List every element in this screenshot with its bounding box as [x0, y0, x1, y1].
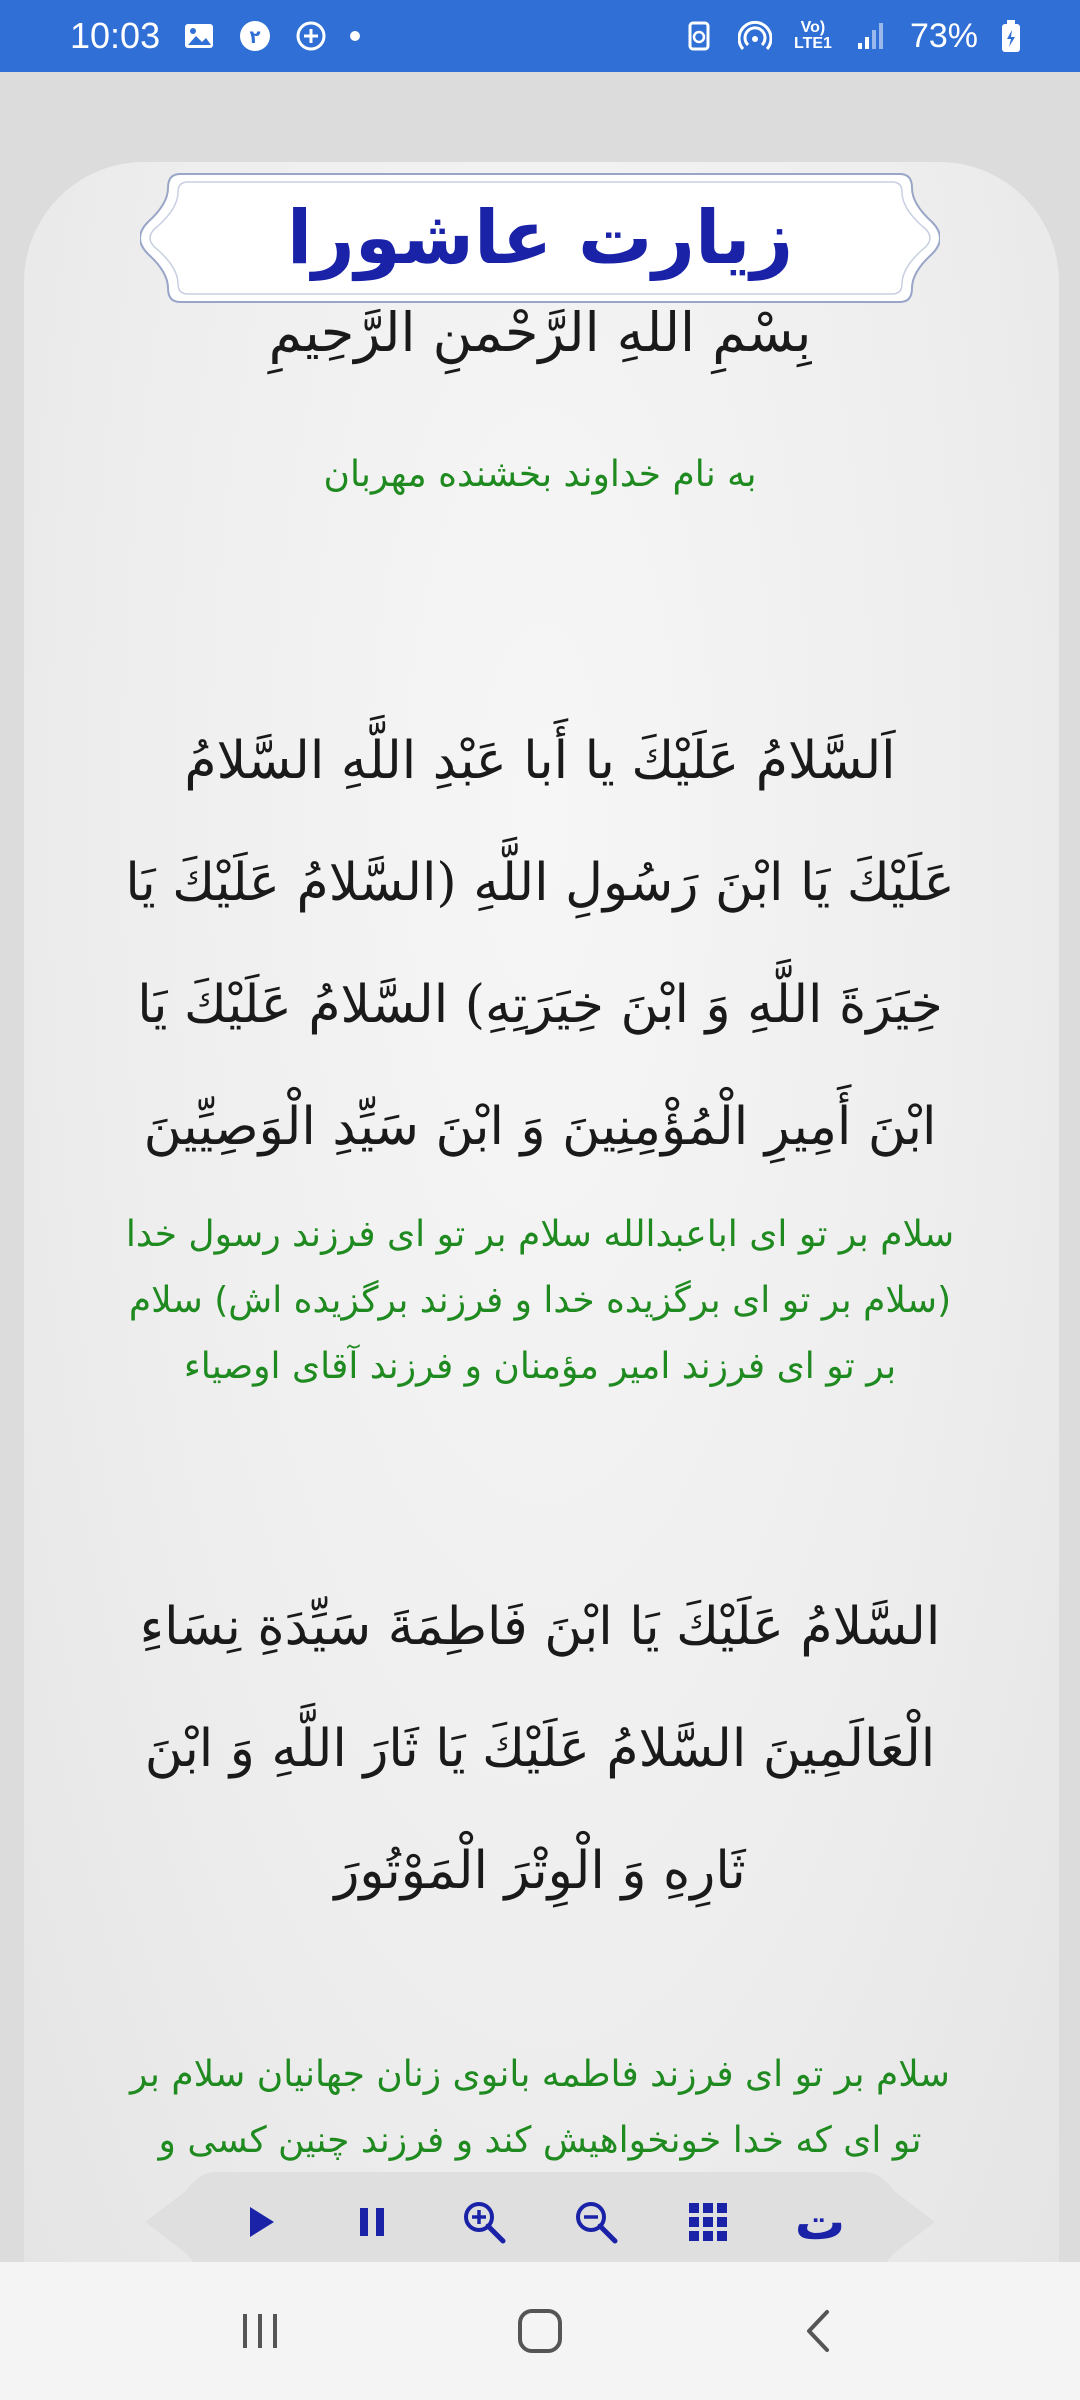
translate-toggle-button[interactable]	[790, 2192, 850, 2252]
recent-apps-button[interactable]	[215, 2286, 305, 2376]
arabic-line: ابْنَ أَمِيرِ الْمُؤْمِنِينَ وَ ابْنَ سَيِّدِ الْوَصِيِّينَ	[143, 1097, 937, 1157]
content-area	[0, 72, 1080, 2262]
persian-line: سلام بر تو ای فرزند فاطمه بانوی زنان جهانیان سلام بر	[130, 2054, 950, 2095]
pause-icon	[352, 2202, 392, 2242]
persian-line: تو ای که خدا خونخواهیش کند و فرزند چنین کسی و	[158, 2120, 922, 2161]
page-title: زيارت عاشورا	[286, 195, 794, 281]
volte-bottom: LTE1	[794, 35, 832, 52]
svg-text:٢: ٢	[249, 27, 261, 48]
arabic-line: خِيَرَةَ اللَّهِ وَ ابْنَ خِيَرَتِهِ) السَّلامُ عَلَيْكَ يَا	[137, 975, 943, 1035]
navigation-bar	[0, 2262, 1080, 2400]
home-icon	[515, 2306, 565, 2356]
battery-icon	[1000, 19, 1034, 53]
zoom-in-icon	[461, 2199, 507, 2245]
play-icon	[240, 2202, 280, 2242]
back-icon	[795, 2306, 845, 2356]
battery-percent: 73%	[909, 16, 978, 55]
arabic-line: اَلسَّلامُ عَلَيْكَ يا أَبا عَبْدِ اللَّهِ السَّلامُ	[184, 731, 896, 791]
translate-icon: ت	[794, 2193, 846, 2251]
pause-button[interactable]	[342, 2192, 402, 2252]
back-button[interactable]	[775, 2286, 865, 2376]
persian-line: (سلام بر تو ای برگزیده خدا و فرزند برگزیده اش) سلام	[128, 1280, 952, 1321]
paragraph1-persian	[70, 1202, 1010, 1400]
persian-line: سلام بر تو ای اباعبدالله سلام بر تو ای فرزند رسول خدا	[125, 1214, 955, 1255]
signal-icon	[854, 19, 888, 53]
playback-controls	[145, 2172, 935, 2272]
persian-line: بر تو ای فرزند امیر مؤمنان و فرزند آقای اوصیاء	[183, 1346, 897, 1387]
zoom-in-button[interactable]	[454, 2192, 514, 2252]
control-row	[230, 2172, 850, 2272]
grid-icon	[687, 2201, 729, 2243]
bismillah: بِسْمِ اللهِ الرَّحْمنِ الرَّحِيمِ	[268, 301, 812, 364]
paragraph2-arabic	[70, 1566, 1010, 1932]
recycle-icon	[682, 19, 716, 53]
grid-menu-button[interactable]	[678, 2192, 738, 2252]
paragraph1-arabic	[70, 700, 1010, 1188]
recent-apps-icon	[235, 2306, 285, 2356]
add-circle-icon	[294, 19, 328, 53]
play-button[interactable]	[230, 2192, 290, 2252]
bismillah-translation: به نام خداوند بخشنده مهربان	[323, 454, 757, 495]
status-left	[70, 15, 360, 57]
status-time: 10:03	[70, 15, 161, 56]
zoom-out-icon	[573, 2199, 619, 2245]
arabic-line: السَّلامُ عَلَيْكَ يَا ابْنَ فَاطِمَةَ سَيِّدَةِ نِسَاءِ	[139, 1597, 941, 1657]
zoom-out-button[interactable]	[566, 2192, 626, 2252]
volte-icon	[794, 20, 832, 52]
arabic-line: عَلَيْكَ يَا ابْنَ رَسُولِ اللَّهِ (السَّلامُ عَلَيْكَ يَا	[125, 853, 955, 913]
status-right	[682, 17, 1034, 56]
arabic-line: الْعَالَمِينَ السَّلامُ عَلَيْكَ يَا ثَارَ اللَّهِ وَ ابْنَ	[144, 1719, 936, 1779]
paragraph2-persian	[70, 2042, 1010, 2174]
status-bar	[0, 0, 1080, 72]
volte-top: Vo)	[800, 19, 826, 36]
arabic-line: ثَارِهِ وَ الْوِتْرَ الْمَوْتُورَ	[334, 1841, 746, 1901]
dot-icon	[350, 31, 360, 41]
hotspot-icon	[738, 19, 772, 53]
notification-badge-icon	[238, 19, 272, 53]
home-button[interactable]	[495, 2286, 585, 2376]
gallery-icon	[182, 19, 216, 53]
